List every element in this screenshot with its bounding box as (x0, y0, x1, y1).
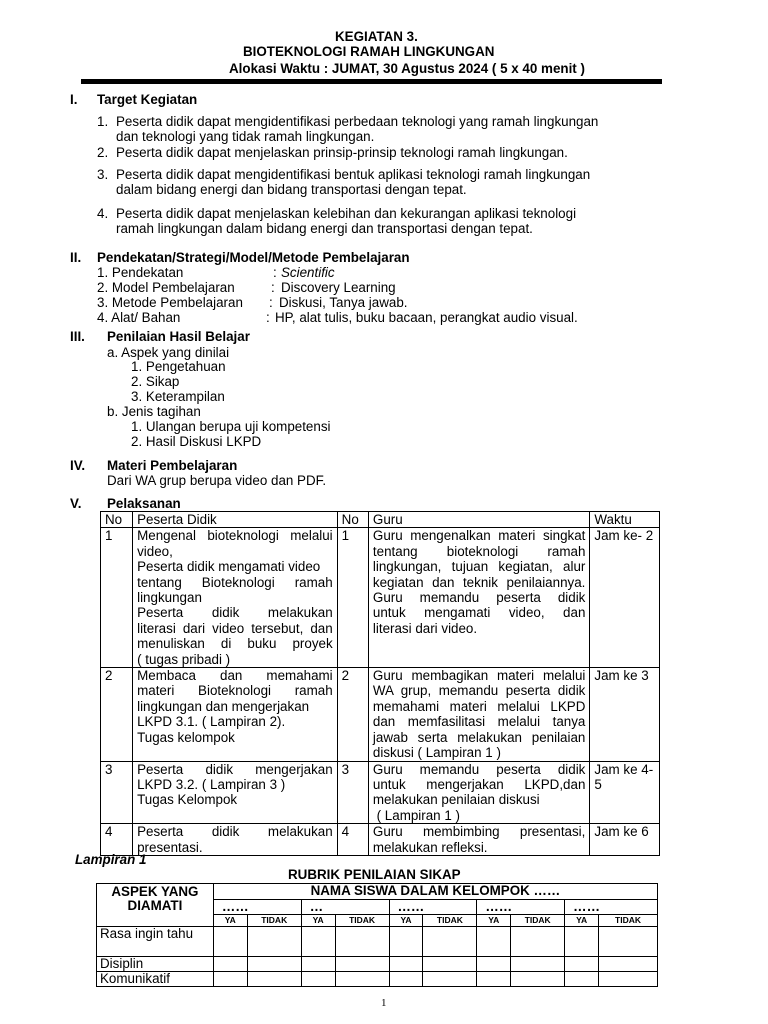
target-item-1-line-2: dan teknologi yang tidak ramah lingkungan. (116, 129, 375, 144)
score-cell[interactable] (565, 957, 599, 972)
score-cell[interactable] (301, 972, 335, 987)
cell-line: melakukan refleksi. (372, 839, 488, 855)
row-peserta (133, 668, 338, 761)
tidak-label: TIDAK (511, 915, 565, 927)
assessment-aspect-heading: a. Aspek yang dinilai (107, 345, 230, 360)
student-name-slot: … (301, 900, 389, 915)
row-no: 4 (101, 824, 133, 856)
rubric-row (97, 957, 658, 972)
students-header: NAMA SISWA DALAM KELOMPOK …… (213, 884, 657, 900)
cell-line: literasi dari video tersebut, dan (137, 620, 333, 636)
ya-label: YA (389, 915, 423, 927)
cell-line: WA grup, memandu peserta didik (372, 683, 586, 699)
score-cell[interactable] (511, 927, 565, 957)
cell-line: untuk mengamati video, dan (372, 605, 586, 621)
material-text: Dari WA grup berupa video dan PDF. (107, 473, 327, 488)
row-waktu: Jam ke 4-5 (590, 761, 660, 824)
section-4-number: IV. (70, 458, 86, 473)
section-1-number: I. (70, 92, 78, 107)
header-guru: Guru (368, 512, 589, 528)
header-divider (81, 79, 662, 84)
cell-line: Tugas Kelompok (137, 792, 238, 808)
cell-line: Peserta didik mengamati video (137, 559, 321, 575)
cell-line: tentang Bioteknologi ramah (137, 574, 333, 590)
row-guru (368, 528, 589, 668)
assessment-aspect-item: 2. Sikap (131, 374, 180, 389)
cell-line: jawab serta melakukan penilaian (372, 729, 586, 745)
row-no: 1 (101, 528, 133, 668)
tidak-label: TIDAK (247, 915, 301, 927)
cell-line: video, (137, 543, 173, 559)
section-4-title: Materi Pembelajaran (107, 458, 238, 473)
row-guru (368, 824, 589, 856)
rubric-row (97, 927, 658, 957)
tidak-label: TIDAK (599, 915, 658, 927)
score-cell[interactable] (213, 957, 247, 972)
cell-line: menuliskan di buku proyek (137, 636, 333, 652)
cell-line: Guru membimbing presentasi, (372, 824, 586, 840)
score-cell[interactable] (389, 972, 423, 987)
aspect-name: Disiplin (97, 957, 214, 972)
tools-sep: : (266, 310, 270, 325)
aspect-name: Komunikatif (97, 972, 214, 987)
score-cell[interactable] (423, 972, 477, 987)
score-cell[interactable] (423, 927, 477, 957)
score-cell[interactable] (335, 957, 389, 972)
tools-label: 4. Alat/ Bahan (97, 310, 181, 325)
row-waktu: Jam ke 6 (590, 824, 660, 856)
score-cell[interactable] (599, 972, 658, 987)
score-cell[interactable] (213, 927, 247, 957)
score-cell[interactable] (301, 957, 335, 972)
score-cell[interactable] (477, 957, 511, 972)
target-item-2-num: 2. (97, 145, 109, 160)
section-3-title: Penilaian Hasil Belajar (107, 329, 250, 344)
cell-line: lingkungan (137, 590, 202, 606)
score-cell[interactable] (477, 972, 511, 987)
aspect-name: Rasa ingin tahu (97, 927, 214, 957)
score-cell[interactable] (301, 927, 335, 957)
cell-line: Tugas kelompok (137, 729, 235, 745)
cell-line: literasi dari video. (372, 620, 478, 636)
assessment-type-item: 2. Hasil Diskusi LKPD (131, 434, 262, 449)
section-1-title: Target Kegiatan (97, 92, 198, 107)
cell-line: Peserta didik melakukan (137, 824, 333, 840)
score-cell[interactable] (599, 927, 658, 957)
model-sep: : (271, 280, 275, 295)
row-no: 2 (101, 668, 133, 761)
assessment-aspect-item: 1. Pengetahuan (131, 359, 226, 374)
aspect-header: ASPEK YANG DIAMATI (97, 884, 214, 927)
tools-value: HP, alat tulis, buku bacaan, perangkat audio visual. (275, 310, 578, 325)
score-cell[interactable] (335, 927, 389, 957)
model-value: Discovery Learning (281, 280, 396, 295)
header-time-allocation: Alokasi Waktu : JUMAT, 30 Agustus 2024 ( 5 x 40 menit ) (229, 61, 585, 76)
target-item-4-line-2: ramah lingkungan dalam bidang energi dan transportasi dengan tepat. (116, 221, 533, 236)
model-label: 2. Model Pembelajaran (97, 280, 235, 295)
tidak-label: TIDAK (335, 915, 389, 927)
target-item-3-line-1: Peserta didik dapat mengidentifikasi bentuk aplikasi teknologi ramah lingkungan (116, 167, 591, 182)
rubric-header-row (97, 884, 658, 900)
method-label: 3. Metode Pembelajaran (97, 295, 243, 310)
row-peserta (133, 761, 338, 824)
target-item-2-line-1: Peserta didik dapat menjelaskan prinsip-prinsip teknologi ramah lingkungan. (116, 145, 568, 160)
approach-value: Scientific (281, 265, 335, 280)
rubric-title: RUBRIK PENILAIAN SIKAP (288, 867, 461, 882)
target-item-1-line-1: Peserta didik dapat mengidentifikasi perbedaan teknologi yang ramah lingkungan (116, 114, 599, 129)
row-guru (368, 668, 589, 761)
cell-line: Guru mengenalkan materi singkat (372, 528, 586, 544)
row-waktu: Jam ke 3 (590, 668, 660, 761)
attachment-label: Lampiran 1 (75, 852, 147, 867)
section-2-number: II. (70, 250, 82, 265)
row-peserta (133, 824, 338, 856)
cell-line: materi Bioteknologi ramah (137, 683, 333, 699)
cell-line: Membaca dan memahami (137, 668, 333, 684)
student-name-slot: …… (213, 900, 301, 915)
score-cell[interactable] (335, 972, 389, 987)
cell-line: lingkungan dan mengerjakan (137, 698, 310, 714)
row-peserta (133, 528, 338, 668)
ya-label: YA (565, 915, 599, 927)
score-cell[interactable] (247, 957, 301, 972)
approach-label: 1. Pendekatan (97, 265, 184, 280)
score-cell[interactable] (389, 927, 423, 957)
target-item-1-num: 1. (97, 114, 109, 129)
cell-line: ( Lampiran 1 ) (372, 807, 460, 823)
score-cell[interactable] (565, 927, 599, 957)
cell-line: diskusi ( Lampiran 1 ) (372, 745, 501, 761)
tidak-label: TIDAK (423, 915, 477, 927)
activity-table (100, 511, 660, 856)
cell-line: tentang bioteknologi ramah (372, 543, 586, 559)
cell-line: LKPD 3.2. ( Lampiran 3 ) (137, 776, 286, 792)
score-cell[interactable] (599, 957, 658, 972)
cell-line: LKPD 3.1. ( Lampiran 2). (137, 714, 286, 730)
row-no-2: 3 (337, 761, 368, 824)
method-sep: : (269, 295, 273, 310)
target-item-4-num: 4. (97, 206, 109, 221)
score-cell[interactable] (511, 972, 565, 987)
score-cell[interactable] (511, 957, 565, 972)
cell-line: Mengenal bioteknologi melalui (137, 528, 333, 544)
approach-sep: : (273, 265, 277, 280)
section-3-number: III. (70, 329, 85, 344)
cell-line: Peserta didik melakukan (137, 605, 333, 621)
table-row (101, 668, 660, 761)
cell-line: melakukan penilaian diskusi (372, 792, 540, 808)
header-no: No (101, 512, 133, 528)
ya-label: YA (213, 915, 247, 927)
cell-line: presentasi. (137, 839, 203, 855)
cell-line: kegiatan dan teknik penilaiannya. (372, 574, 586, 590)
row-no-2: 2 (337, 668, 368, 761)
score-cell[interactable] (477, 927, 511, 957)
cell-line: lingkungan, tujuan kegiatan, alur (372, 559, 586, 575)
score-cell[interactable] (389, 957, 423, 972)
row-no: 3 (101, 761, 133, 824)
score-cell[interactable] (565, 972, 599, 987)
row-guru (368, 761, 589, 824)
cell-line: untuk mengerjakan LKPD,dan (372, 776, 586, 792)
target-item-4-line-1: Peserta didik dapat menjelaskan kelebihan dan kekurangan aplikasi teknologi (116, 206, 577, 221)
table-row (101, 824, 660, 856)
section-2-title: Pendekatan/Strategi/Model/Metode Pembelajaran (97, 250, 410, 265)
section-5-number: V. (70, 496, 82, 511)
cell-line: Peserta didik mengerjakan (137, 761, 333, 777)
assessment-type-item: 1. Ulangan berupa uji kompetensi (131, 419, 331, 434)
section-5-title: Pelaksanan (107, 496, 181, 511)
cell-line: dan memfasilitasi melalui tanya (372, 714, 586, 730)
ya-label: YA (301, 915, 335, 927)
score-cell[interactable] (213, 972, 247, 987)
header-line-1: KEGIATAN 3. (335, 29, 418, 44)
score-cell[interactable] (423, 957, 477, 972)
document-title: BIOTEKNOLOGI RAMAH LINGKUNGAN (243, 44, 495, 59)
assessment-aspect-item: 3. Keterampilan (131, 389, 225, 404)
student-name-slot: …… (565, 900, 658, 915)
score-cell[interactable] (247, 927, 301, 957)
assessment-type-heading: b. Jenis tagihan (107, 404, 201, 419)
cell-line: memahami materi melalui LKPD (372, 698, 586, 714)
table-row (101, 761, 660, 824)
header-no-2: No (337, 512, 368, 528)
cell-line: Guru memandu peserta didik (372, 761, 586, 777)
row-no-2: 4 (337, 824, 368, 856)
method-value: Diskusi, Tanya jawab. (279, 295, 408, 310)
target-item-3-num: 3. (97, 167, 109, 182)
header-peserta: Peserta Didik (133, 512, 338, 528)
student-name-slot: …… (477, 900, 565, 915)
rubric-table (96, 883, 658, 987)
page-number: 1 (381, 997, 387, 1009)
table-row (101, 528, 660, 668)
student-name-slot: …… (389, 900, 477, 915)
cell-line: Guru membagikan materi melalui (372, 668, 586, 684)
ya-label: YA (477, 915, 511, 927)
cell-line: ( tugas pribadi ) (137, 651, 231, 667)
score-cell[interactable] (247, 972, 301, 987)
row-waktu: Jam ke- 2 (590, 528, 660, 668)
header-waktu: Waktu (590, 512, 660, 528)
target-item-3-line-2: dalam bidang energi dan bidang transportasi dengan tepat. (116, 182, 467, 197)
table-header-row (101, 512, 660, 528)
row-no-2: 1 (337, 528, 368, 668)
cell-line: Guru memandu peserta didik (372, 590, 586, 606)
rubric-row (97, 972, 658, 987)
